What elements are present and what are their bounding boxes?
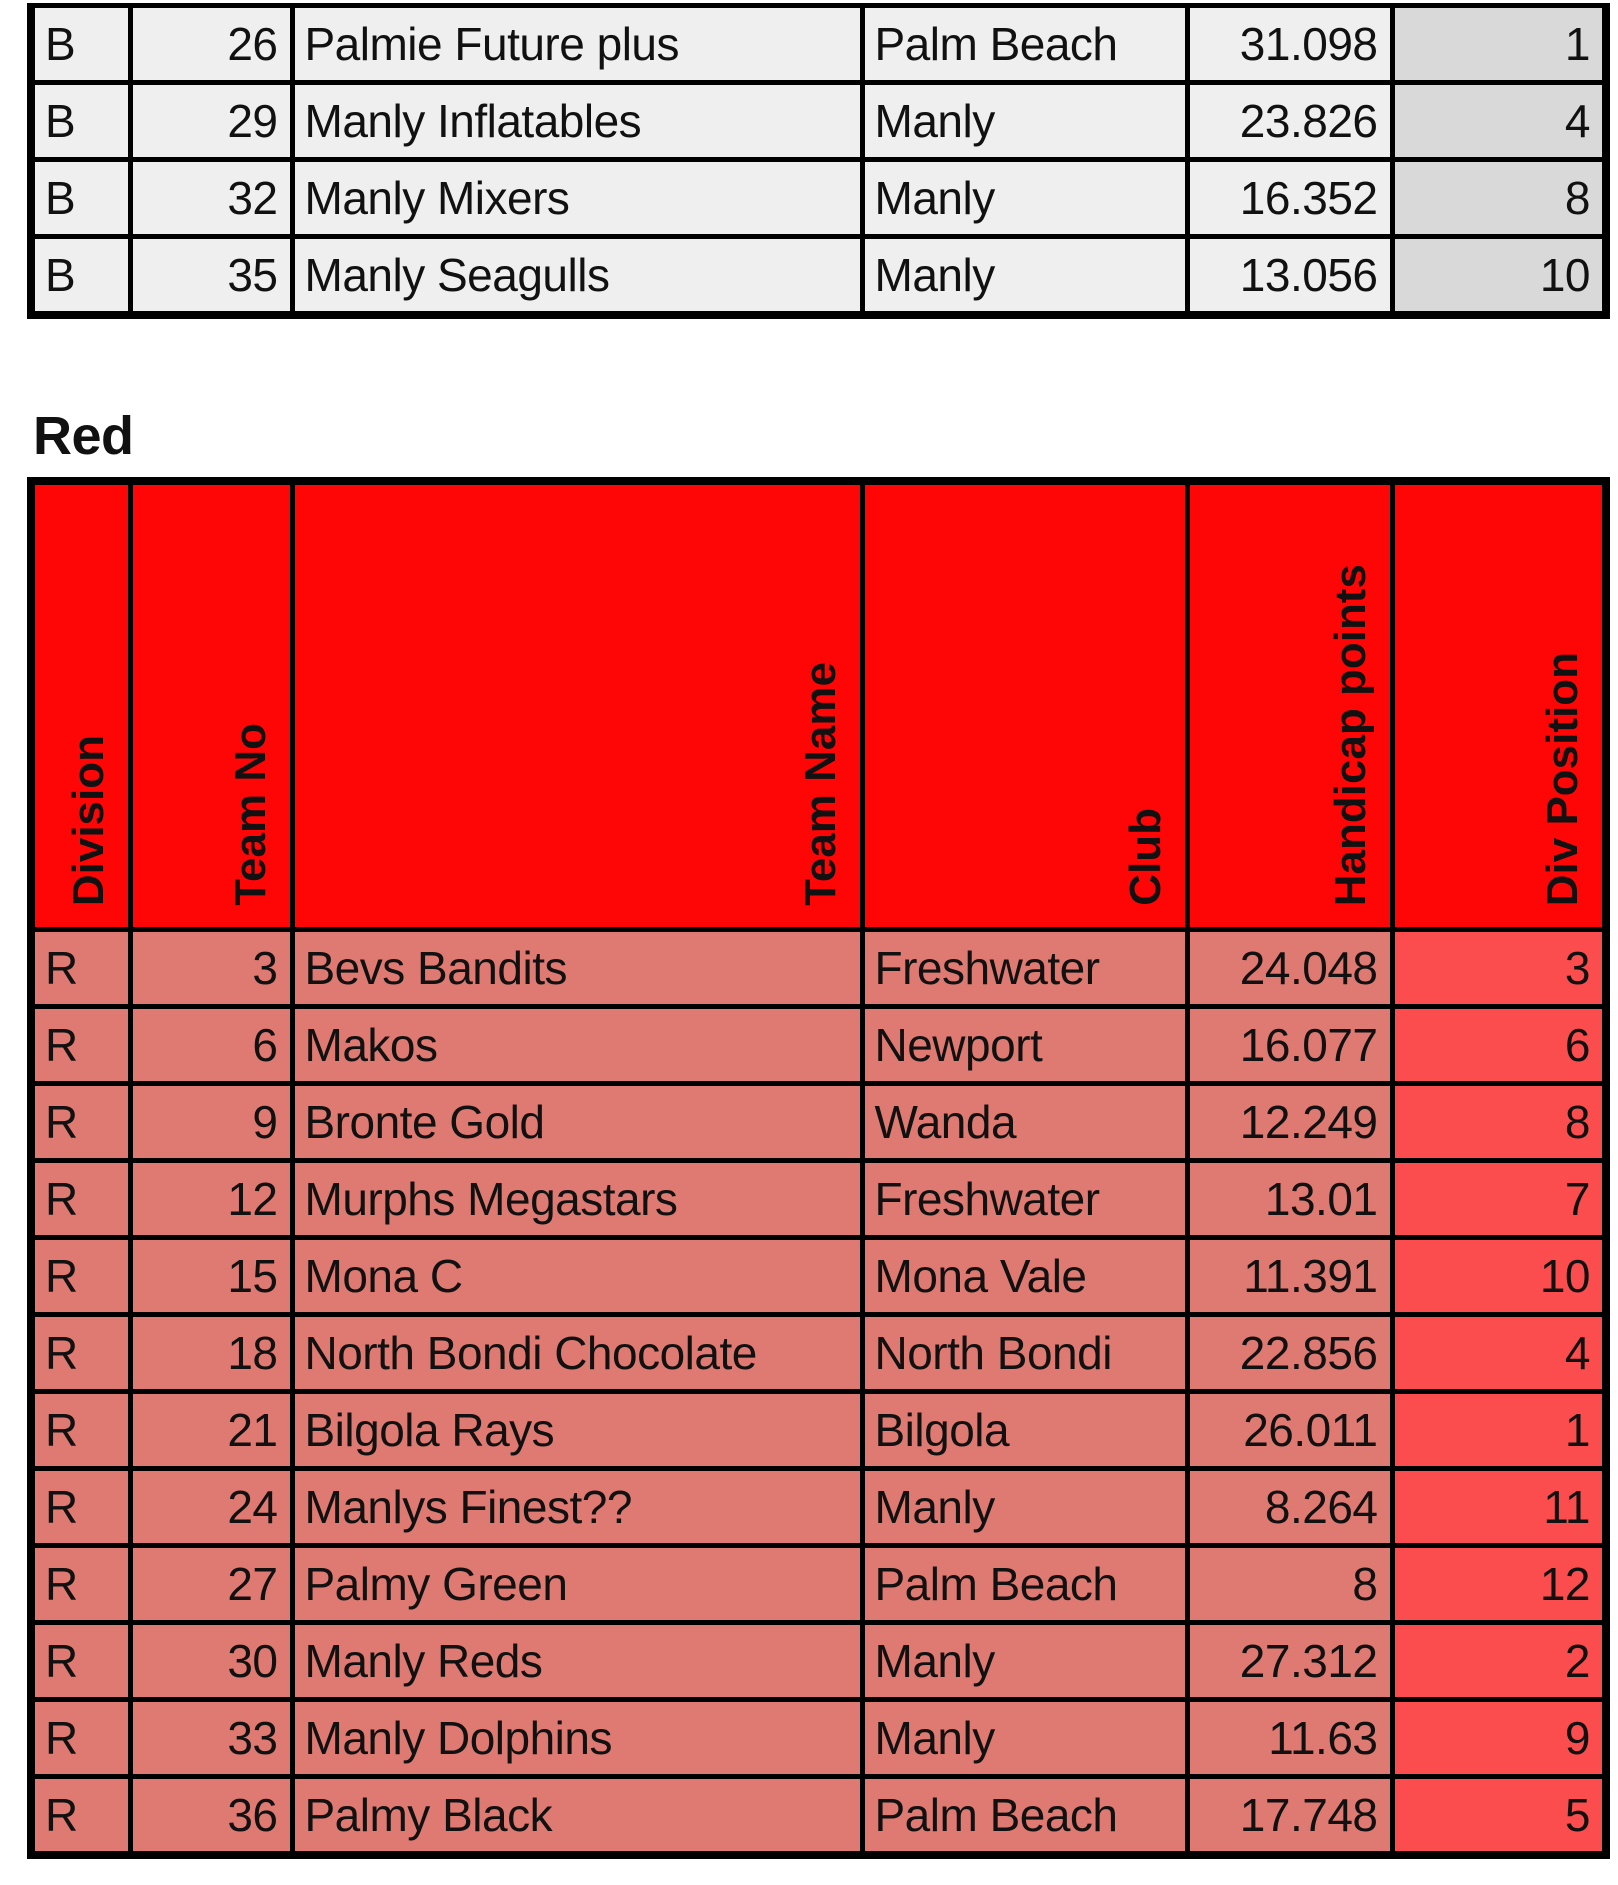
table-row <box>31 1392 1606 1469</box>
cell-club[interactable]: Freshwater <box>862 1161 1187 1238</box>
cell-div-position[interactable]: 6 <box>1392 1007 1606 1084</box>
header-cell-division[interactable] <box>31 481 130 930</box>
table-row <box>31 1315 1606 1392</box>
red-section-title[interactable]: Red <box>33 406 134 466</box>
cell-team-name[interactable]: Palmy Green <box>292 1546 862 1623</box>
cell-club[interactable]: Manly <box>862 237 1187 316</box>
cell-division[interactable]: R <box>31 1007 130 1084</box>
column-header-label: Div Position <box>1538 651 1587 906</box>
cell-club[interactable]: Bilgola <box>862 1392 1187 1469</box>
cell-div-position[interactable]: 10 <box>1392 237 1606 316</box>
cell-team-no[interactable]: 27 <box>130 1546 292 1623</box>
cell-team-name[interactable]: Mona C <box>292 1238 862 1315</box>
cell-handicap-points[interactable]: 26.011 <box>1187 1392 1392 1469</box>
table-row <box>31 930 1606 1007</box>
cell-div-position[interactable]: 10 <box>1392 1238 1606 1315</box>
cell-team-name[interactable]: Manly Seagulls <box>292 237 862 316</box>
cell-team-name[interactable]: Palmy Black <box>292 1777 862 1856</box>
cell-team-name[interactable]: Manly Reds <box>292 1623 862 1700</box>
header-cell-div-position[interactable] <box>1392 481 1606 930</box>
cell-handicap-points[interactable]: 8.264 <box>1187 1469 1392 1546</box>
cell-team-name[interactable]: North Bondi Chocolate <box>292 1315 862 1392</box>
cell-div-position[interactable]: 7 <box>1392 1161 1606 1238</box>
column-header-label: Division <box>63 734 113 906</box>
cell-team-no[interactable]: 9 <box>130 1084 292 1161</box>
table-row <box>31 1700 1606 1777</box>
cell-division[interactable]: R <box>31 1238 130 1315</box>
table-row <box>31 1161 1606 1238</box>
cell-div-position[interactable]: 8 <box>1392 160 1606 237</box>
cell-team-name[interactable]: Bevs Bandits <box>292 930 862 1007</box>
cell-division[interactable]: B <box>31 237 130 316</box>
cell-division[interactable]: R <box>31 1546 130 1623</box>
cell-team-no[interactable]: 26 <box>130 6 292 83</box>
cell-div-position[interactable]: 9 <box>1392 1700 1606 1777</box>
table-row <box>31 1777 1606 1856</box>
cell-division[interactable]: R <box>31 1315 130 1392</box>
cell-division[interactable]: B <box>31 83 130 160</box>
cell-division[interactable]: B <box>31 160 130 237</box>
division-red-table-body <box>31 930 1606 1856</box>
cell-div-position[interactable]: 2 <box>1392 1623 1606 1700</box>
cell-team-name[interactable]: Makos <box>292 1007 862 1084</box>
cell-div-position[interactable]: 1 <box>1392 6 1606 83</box>
table-row <box>31 83 1606 160</box>
cell-div-position[interactable]: 1 <box>1392 1392 1606 1469</box>
division-b-table <box>27 3 1610 319</box>
cell-club[interactable]: Palm Beach <box>862 1777 1187 1856</box>
cell-team-no[interactable]: 15 <box>130 1238 292 1315</box>
cell-team-no[interactable]: 12 <box>130 1161 292 1238</box>
cell-club[interactable]: Newport <box>862 1007 1187 1084</box>
table-row <box>31 1238 1606 1315</box>
cell-handicap-points[interactable]: 27.312 <box>1187 1623 1392 1700</box>
cell-handicap-points[interactable]: 16.352 <box>1187 160 1392 237</box>
cell-team-name[interactable]: Murphs Megastars <box>292 1161 862 1238</box>
cell-div-position[interactable]: 3 <box>1392 930 1606 1007</box>
cell-division[interactable]: R <box>31 930 130 1007</box>
cell-div-position[interactable]: 8 <box>1392 1084 1606 1161</box>
cell-division[interactable]: R <box>31 1777 130 1856</box>
cell-handicap-points[interactable]: 11.63 <box>1187 1700 1392 1777</box>
table-row <box>31 237 1606 316</box>
division-red-table-header <box>31 481 1606 930</box>
cell-club[interactable]: Manly <box>862 83 1187 160</box>
division-b-table-body <box>31 6 1606 316</box>
cell-club[interactable]: Manly <box>862 1469 1187 1546</box>
table-row <box>31 1469 1606 1546</box>
cell-team-no[interactable]: 35 <box>130 237 292 316</box>
cell-club[interactable]: Palm Beach <box>862 1546 1187 1623</box>
cell-div-position[interactable]: 4 <box>1392 83 1606 160</box>
cell-team-no[interactable]: 18 <box>130 1315 292 1392</box>
cell-handicap-points[interactable]: 16.077 <box>1187 1007 1392 1084</box>
cell-club[interactable]: Wanda <box>862 1084 1187 1161</box>
cell-team-no[interactable]: 29 <box>130 83 292 160</box>
header-cell-handicap-points[interactable] <box>1187 481 1392 930</box>
cell-team-name[interactable]: Manly Dolphins <box>292 1700 862 1777</box>
cell-team-no[interactable]: 6 <box>130 1007 292 1084</box>
cell-div-position[interactable]: 11 <box>1392 1469 1606 1546</box>
cell-division[interactable]: R <box>31 1469 130 1546</box>
cell-team-no[interactable]: 24 <box>130 1469 292 1546</box>
cell-div-position[interactable]: 12 <box>1392 1546 1606 1623</box>
table-row <box>31 160 1606 237</box>
cell-team-no[interactable]: 33 <box>130 1700 292 1777</box>
table-row <box>31 1007 1606 1084</box>
cell-handicap-points[interactable]: 13.01 <box>1187 1161 1392 1238</box>
cell-division[interactable]: R <box>31 1161 130 1238</box>
cell-handicap-points[interactable]: 8 <box>1187 1546 1392 1623</box>
division-red-table <box>27 477 1610 1859</box>
cell-club[interactable]: Manly <box>862 1700 1187 1777</box>
cell-division[interactable]: B <box>31 6 130 83</box>
cell-handicap-points[interactable]: 11.391 <box>1187 1238 1392 1315</box>
header-row <box>31 481 1606 930</box>
cell-div-position[interactable]: 4 <box>1392 1315 1606 1392</box>
cell-handicap-points[interactable]: 22.856 <box>1187 1315 1392 1392</box>
cell-div-position[interactable]: 5 <box>1392 1777 1606 1856</box>
cell-handicap-points[interactable]: 31.098 <box>1187 6 1392 83</box>
header-cell-team-no[interactable] <box>130 481 292 930</box>
cell-team-name[interactable]: Bilgola Rays <box>292 1392 862 1469</box>
cell-division[interactable]: R <box>31 1392 130 1469</box>
cell-team-name[interactable]: Manlys Finest?? <box>292 1469 862 1546</box>
column-header-label: Club <box>1120 808 1170 906</box>
cell-team-no[interactable]: 3 <box>130 930 292 1007</box>
cell-division[interactable]: R <box>31 1623 130 1700</box>
cell-team-no[interactable]: 21 <box>130 1392 292 1469</box>
header-cell-club[interactable] <box>862 481 1187 930</box>
cell-handicap-points[interactable]: 23.826 <box>1187 83 1392 160</box>
table-row <box>31 1546 1606 1623</box>
cell-club[interactable]: Manly <box>862 160 1187 237</box>
cell-division[interactable]: R <box>31 1700 130 1777</box>
cell-club[interactable]: Palm Beach <box>862 6 1187 83</box>
cell-club[interactable]: Freshwater <box>862 930 1187 1007</box>
cell-team-name[interactable]: Bronte Gold <box>292 1084 862 1161</box>
cell-team-name[interactable]: Palmie Future plus <box>292 6 862 83</box>
cell-team-no[interactable]: 32 <box>130 160 292 237</box>
cell-team-name[interactable]: Manly Inflatables <box>292 83 862 160</box>
column-header-label: Team No <box>225 723 275 906</box>
cell-handicap-points[interactable]: 24.048 <box>1187 930 1392 1007</box>
cell-handicap-points[interactable]: 17.748 <box>1187 1777 1392 1856</box>
cell-team-no[interactable]: 30 <box>130 1623 292 1700</box>
column-header-label: Team Name <box>795 662 845 906</box>
cell-team-name[interactable]: Manly Mixers <box>292 160 862 237</box>
cell-division[interactable]: R <box>31 1084 130 1161</box>
table-row <box>31 6 1606 83</box>
header-cell-team-name[interactable] <box>292 481 862 930</box>
cell-club[interactable]: Mona Vale <box>862 1238 1187 1315</box>
cell-club[interactable]: Manly <box>862 1623 1187 1700</box>
cell-club[interactable]: North Bondi <box>862 1315 1187 1392</box>
cell-team-no[interactable]: 36 <box>130 1777 292 1856</box>
cell-handicap-points[interactable]: 13.056 <box>1187 237 1392 316</box>
table-row <box>31 1084 1606 1161</box>
column-header-label: Handicap points <box>1325 563 1375 906</box>
table-row <box>31 1623 1606 1700</box>
cell-handicap-points[interactable]: 12.249 <box>1187 1084 1392 1161</box>
